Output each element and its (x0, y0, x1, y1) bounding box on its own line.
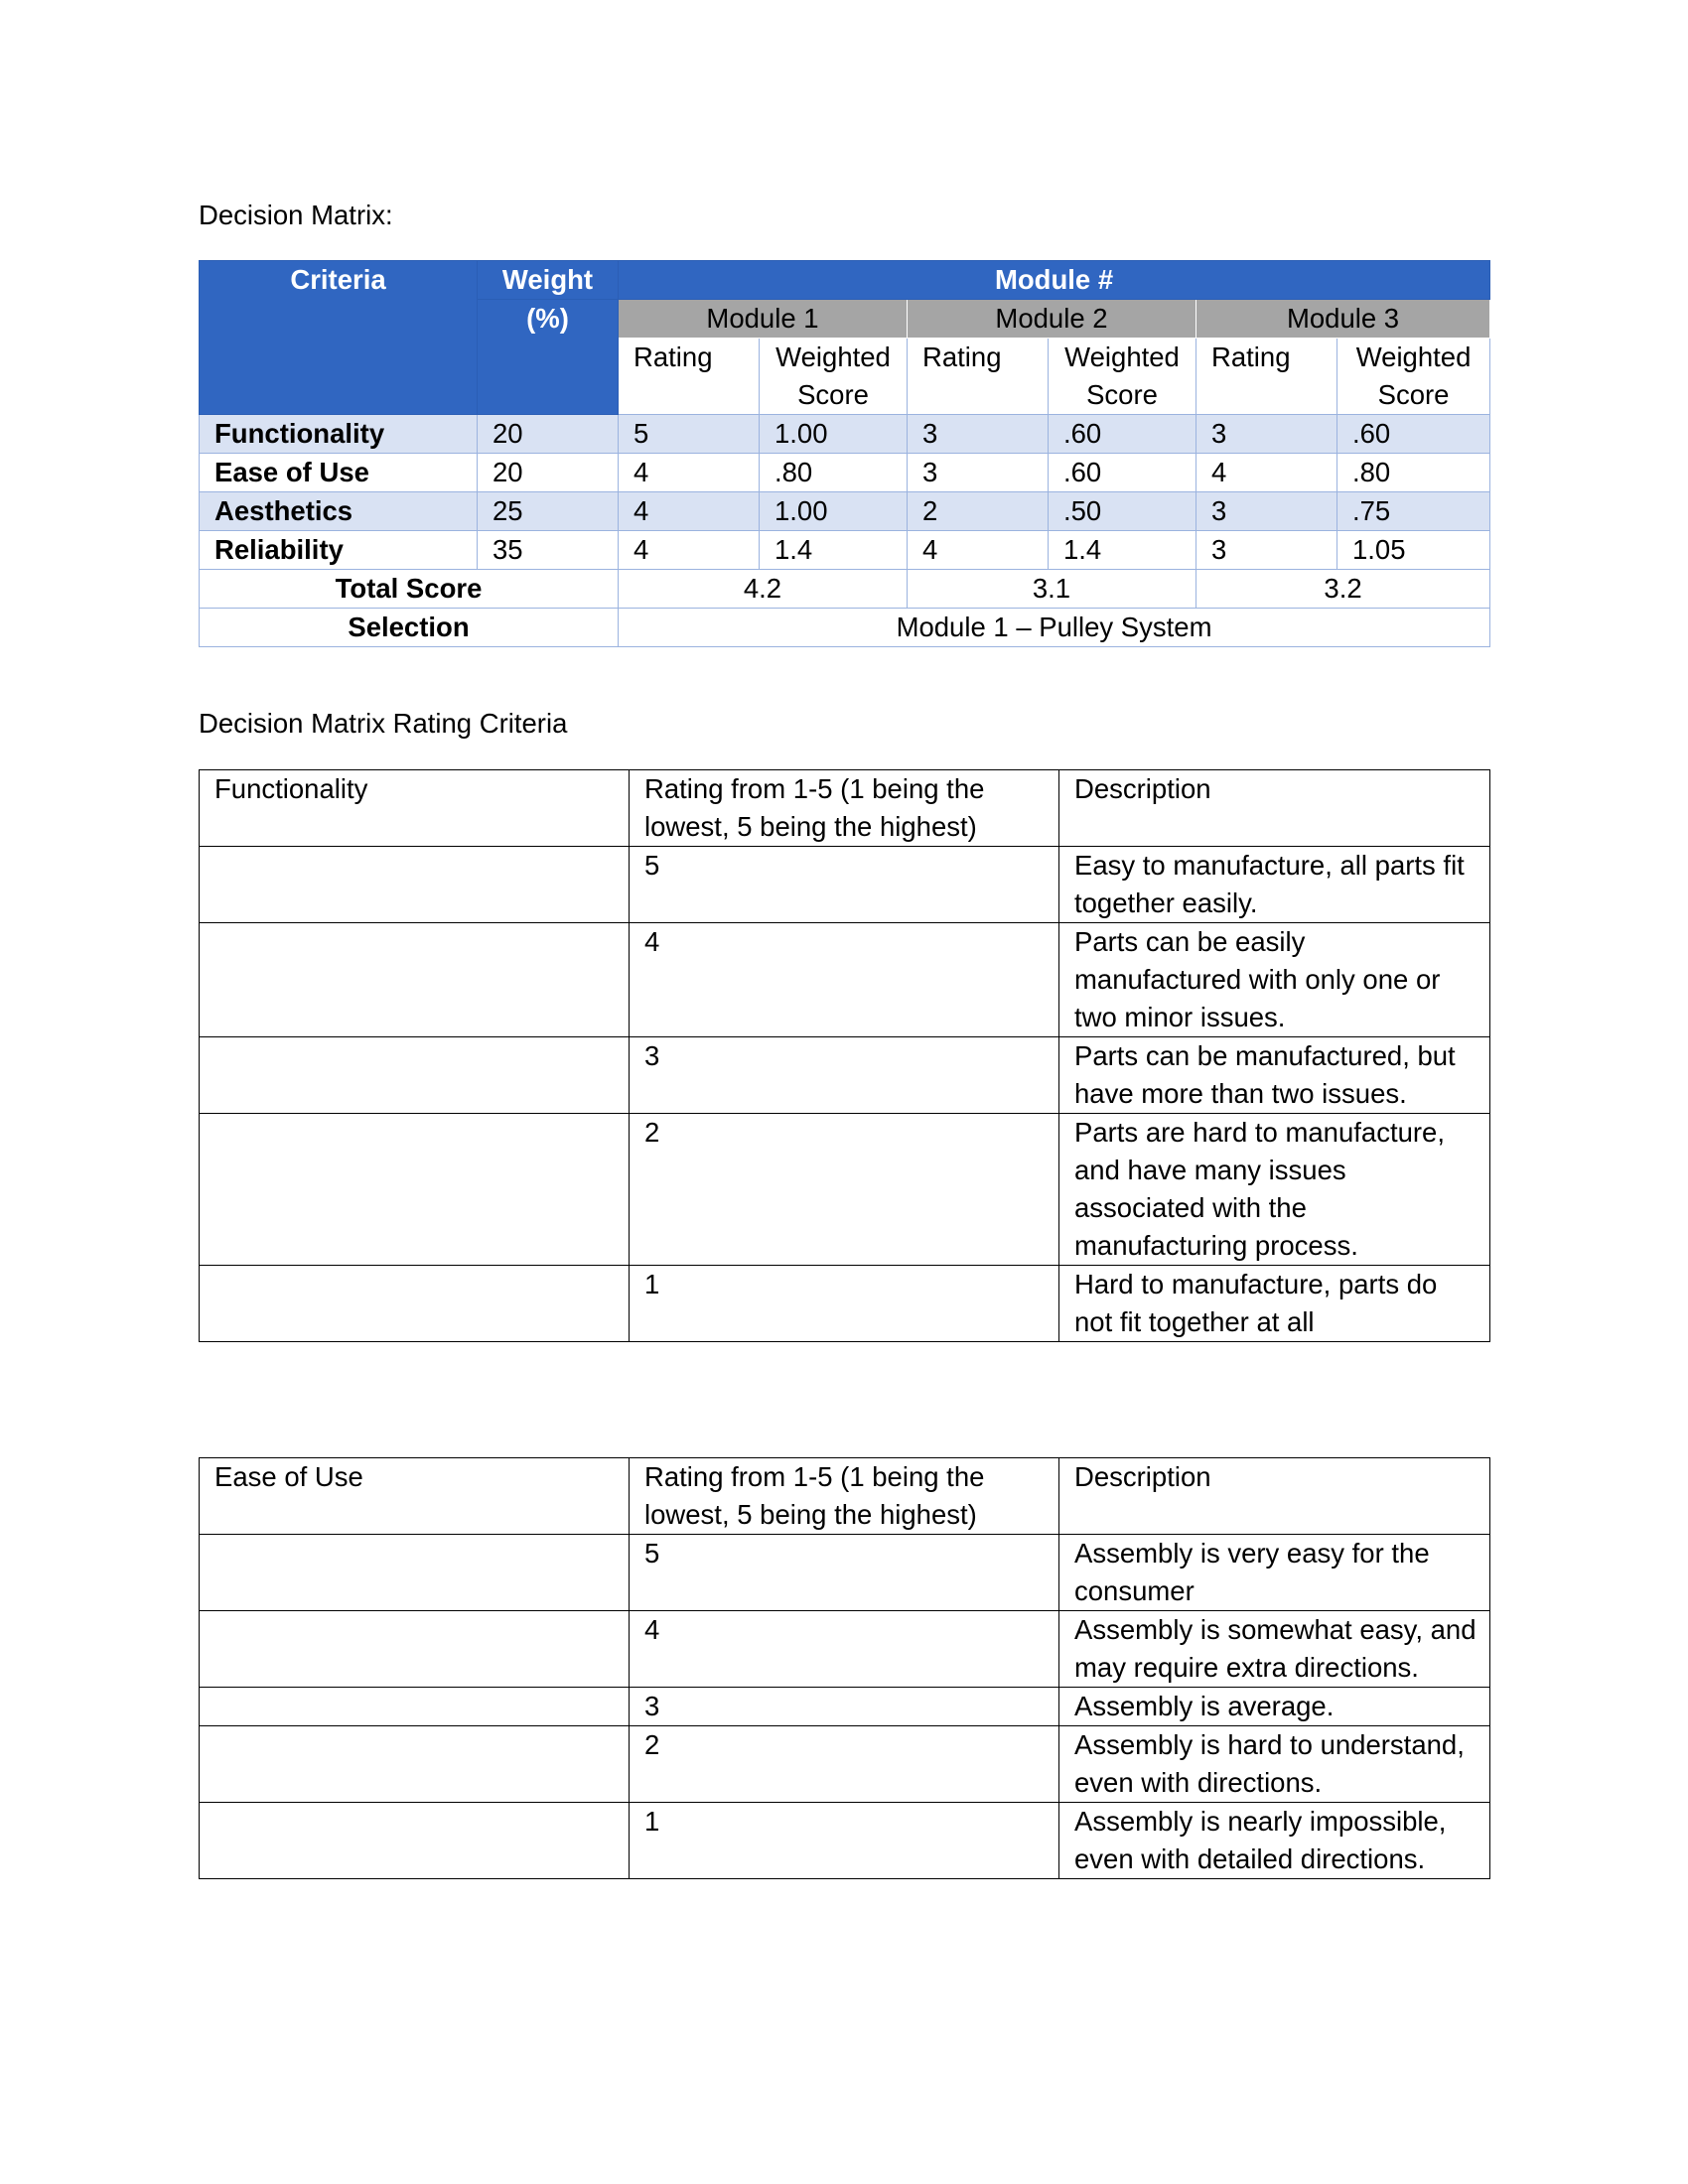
rating-cell: 4 (619, 492, 760, 531)
weight-cell: 20 (478, 415, 619, 454)
module-number-header: Module # (619, 261, 1490, 300)
table-row (200, 923, 1490, 1037)
rating-cell: 4 (619, 531, 760, 570)
table-row (200, 1688, 1490, 1726)
table-row (200, 1266, 1490, 1342)
description-cell: Parts can be manufactured, but have more than two issues. (1059, 1037, 1490, 1114)
module-3-header: Module 3 (1196, 300, 1490, 339)
criteria-cell: Aesthetics (200, 492, 478, 531)
weighted-score-cell: 1.05 (1337, 531, 1490, 570)
table-row (200, 492, 1490, 531)
description-cell: Assembly is hard to understand, even with directions. (1059, 1726, 1490, 1803)
description-cell: Assembly is somewhat easy, and may require extra directions. (1059, 1611, 1490, 1688)
table-row (200, 1803, 1490, 1879)
description-cell: Easy to manufacture, all parts fit together easily. (1059, 847, 1490, 923)
table-row (200, 415, 1490, 454)
weighted-score-cell: 1.4 (1049, 531, 1196, 570)
table-row (200, 454, 1490, 492)
module-2-header: Module 2 (908, 300, 1196, 339)
rating-cell: 3 (1196, 492, 1337, 531)
table-row (200, 1611, 1490, 1688)
empty-cell (200, 1688, 630, 1726)
table-row (200, 531, 1490, 570)
empty-cell (200, 1803, 630, 1879)
criteria-name-cell: Ease of Use (200, 1458, 630, 1535)
table-header-row (200, 1458, 1490, 1535)
rating-subheader: Rating (619, 339, 760, 415)
rating-cell: 4 (630, 923, 1059, 1037)
rating-subheader: Rating (1196, 339, 1337, 415)
empty-cell (200, 923, 630, 1037)
table-row (200, 1114, 1490, 1266)
table-row (200, 1037, 1490, 1114)
rating-cell: 5 (619, 415, 760, 454)
weighted-score-cell: .80 (1337, 454, 1490, 492)
rating-cell: 2 (630, 1726, 1059, 1803)
empty-cell (200, 847, 630, 923)
weighted-score-subheader: Weighted Score (1049, 339, 1196, 415)
rating-cell: 5 (630, 847, 1059, 923)
empty-cell (200, 1611, 630, 1688)
empty-cell (200, 1266, 630, 1342)
weighted-score-cell: .60 (1337, 415, 1490, 454)
criteria-name-cell: Functionality (200, 770, 630, 847)
table-row (200, 847, 1490, 923)
weighted-score-subheader: Weighted Score (1337, 339, 1490, 415)
rating-cell: 4 (630, 1611, 1059, 1688)
weight-header: Weight (478, 261, 619, 300)
weighted-score-cell: .60 (1049, 454, 1196, 492)
description-cell: Assembly is very easy for the consumer (1059, 1535, 1490, 1611)
rating-criteria-heading: Decision Matrix Rating Criteria (199, 708, 568, 739)
empty-cell (200, 1726, 630, 1803)
rating-cell: 2 (630, 1114, 1059, 1266)
description-cell: Assembly is average. (1059, 1688, 1490, 1726)
rating-cell: 2 (908, 492, 1049, 531)
total-score-module-3: 3.2 (1196, 570, 1490, 609)
weight-cell: 25 (478, 492, 619, 531)
selection-label: Selection (200, 609, 619, 647)
weight-unit-header: (%) (478, 300, 619, 415)
functionality-criteria-table (199, 769, 1490, 1342)
selection-value: Module 1 – Pulley System (619, 609, 1490, 647)
rating-cell: 3 (908, 415, 1049, 454)
total-score-module-1: 4.2 (619, 570, 908, 609)
total-score-label: Total Score (200, 570, 619, 609)
description-cell: Parts can be easily manufactured with only one or two minor issues. (1059, 923, 1490, 1037)
rating-cell: 3 (1196, 415, 1337, 454)
table-row (200, 1726, 1490, 1803)
rating-range-header: Rating from 1-5 (1 being the lowest, 5 being the highest) (630, 770, 1059, 847)
total-score-module-2: 3.1 (908, 570, 1196, 609)
table-header-row (200, 770, 1490, 847)
rating-cell: 4 (908, 531, 1049, 570)
empty-cell (200, 1037, 630, 1114)
rating-cell: 1 (630, 1803, 1059, 1879)
decision-matrix-table (199, 260, 1490, 647)
rating-cell: 3 (1196, 531, 1337, 570)
weighted-score-cell: .80 (760, 454, 908, 492)
rating-range-header: Rating from 1-5 (1 being the lowest, 5 being the highest) (630, 1458, 1059, 1535)
weighted-score-subheader: Weighted Score (760, 339, 908, 415)
rating-cell: 1 (630, 1266, 1059, 1342)
empty-cell (200, 1114, 630, 1266)
rating-subheader: Rating (908, 339, 1049, 415)
weighted-score-cell: .60 (1049, 415, 1196, 454)
description-cell: Assembly is nearly impossible, even with detailed directions. (1059, 1803, 1490, 1879)
description-cell: Hard to manufacture, parts do not fit together at all (1059, 1266, 1490, 1342)
criteria-cell: Functionality (200, 415, 478, 454)
ease-of-use-criteria-table (199, 1457, 1490, 1879)
description-cell: Parts are hard to manufacture, and have many issues associated with the manufacturing process. (1059, 1114, 1490, 1266)
weighted-score-cell: 1.00 (760, 492, 908, 531)
description-header: Description (1059, 770, 1490, 847)
rating-cell: 3 (630, 1037, 1059, 1114)
rating-cell: 4 (1196, 454, 1337, 492)
rating-cell: 4 (619, 454, 760, 492)
rating-cell: 3 (908, 454, 1049, 492)
criteria-cell: Reliability (200, 531, 478, 570)
weighted-score-cell: .50 (1049, 492, 1196, 531)
total-score-row (200, 570, 1490, 609)
table-row (200, 1535, 1490, 1611)
rating-cell: 5 (630, 1535, 1059, 1611)
weighted-score-cell: 1.4 (760, 531, 908, 570)
criteria-cell: Ease of Use (200, 454, 478, 492)
module-1-header: Module 1 (619, 300, 908, 339)
weighted-score-cell: .75 (1337, 492, 1490, 531)
decision-matrix-heading: Decision Matrix: (199, 200, 393, 230)
weight-cell: 35 (478, 531, 619, 570)
selection-row (200, 609, 1490, 647)
description-header: Description (1059, 1458, 1490, 1535)
rating-cell: 3 (630, 1688, 1059, 1726)
weight-cell: 20 (478, 454, 619, 492)
criteria-header: Criteria (200, 261, 478, 415)
empty-cell (200, 1535, 630, 1611)
weighted-score-cell: 1.00 (760, 415, 908, 454)
